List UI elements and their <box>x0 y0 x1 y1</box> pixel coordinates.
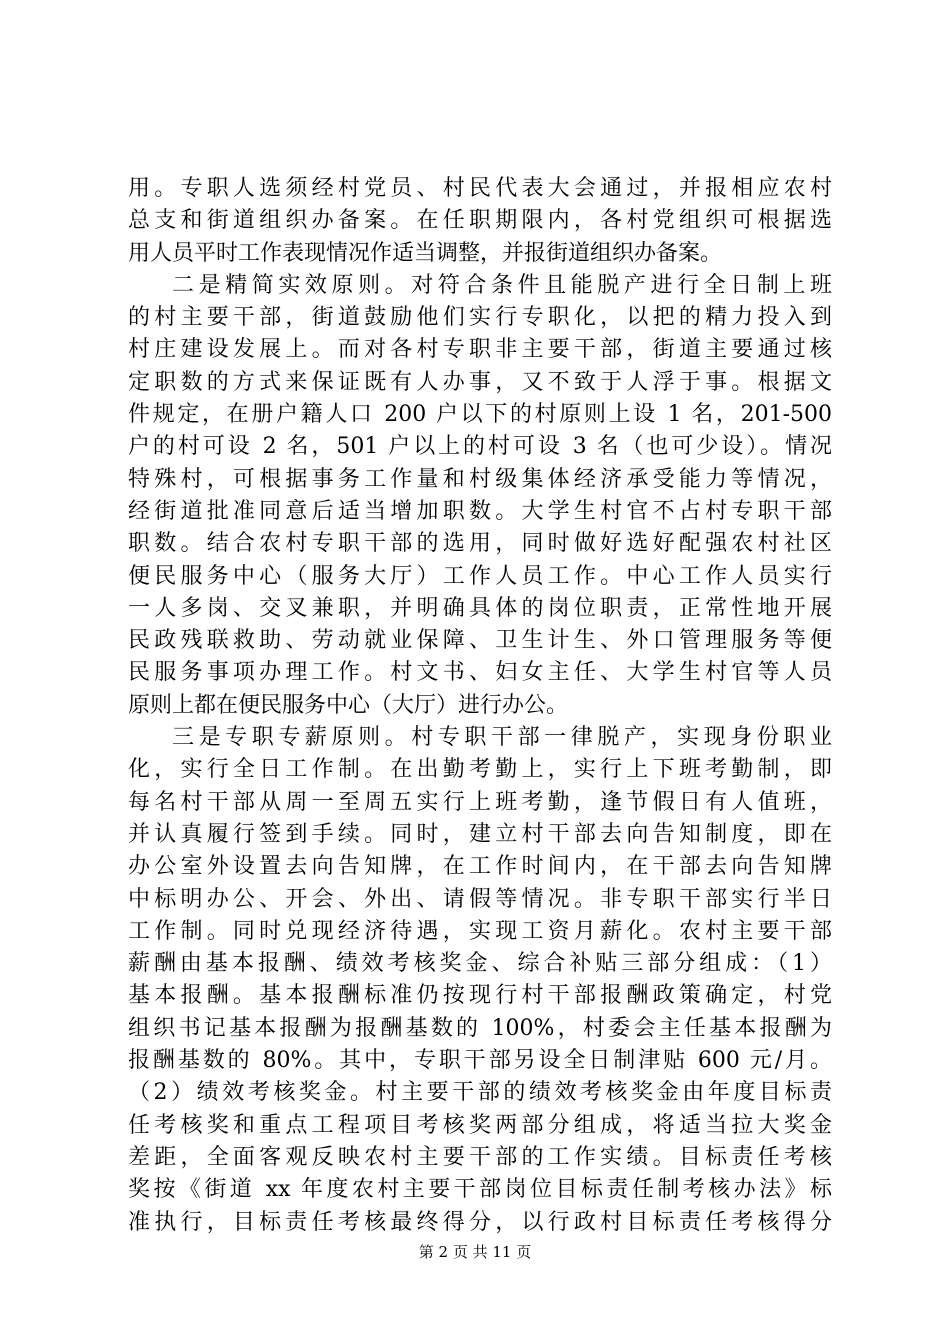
text-line: 总支和街道组织办备案。在任职期限内，各村党组织可根据选 <box>128 208 832 234</box>
text-line: 任考核奖和重点工程项目考核奖两部分组成，将适当拉大奖金 <box>128 1112 832 1138</box>
text-line: 三是专职专薪原则。村专职干部一律脱产，实现身份职业 <box>172 725 832 751</box>
page-number-footer: 第 2 页 共 11 页 <box>418 1243 532 1261</box>
text-line: 工作制。同时兑现经济待遇，实现工资月薪化。农村主要干部 <box>128 918 832 944</box>
text-line: 化，实行全日工作制。在出勤考勤上，实行上下班考勤制，即 <box>128 757 832 783</box>
text-line: 薪酬由基本报酬、绩效考核奖金、综合补贴三部分组成：（1） <box>128 951 832 977</box>
text-line: 用。专职人选须经村党员、村民代表大会通过，并报相应农村 <box>128 176 832 201</box>
text-line: 基本报酬。基本报酬标准仍按现行村干部报酬政策确定，村党 <box>128 983 832 1009</box>
text-line: 村庄建设发展上。而对各村专职非主要干部，街道主要通过核 <box>128 337 832 363</box>
text-line: 经街道批准同意后适当增加职数。大学生村官不占村专职干部 <box>128 498 832 524</box>
document-body <box>128 173 832 1239</box>
text-line: 差距，全面客观反映农村主要干部的工作实绩。目标责任考核 <box>128 1144 832 1170</box>
text-line: 用人员平时工作表现情况作适当调整，并报街道组织办备案。 <box>128 240 723 266</box>
text-line: 二是精简实效原则。对符合条件且能脱产进行全日制上班 <box>172 272 832 298</box>
text-line: 并认真履行签到手续。同时，建立村干部去向告知制度，即在 <box>128 821 832 847</box>
text-line: 职数。结合农村专职干部的选用，同时做好选好配强农村社区 <box>128 531 832 557</box>
text-line: 原则上都在便民服务中心（大厅）进行办公。 <box>128 692 569 718</box>
text-line: 民服务事项办理工作。村文书、妇女主任、大学生村官等人员 <box>128 660 832 686</box>
text-line: 中标明办公、开会、外出、请假等情况。非专职干部实行半日 <box>128 886 832 912</box>
text-line: 便民服务中心（服务大厅）工作人员工作。中心工作人员实行 <box>128 563 832 589</box>
text-line: 准执行，目标责任考核最终得分，以行政村目标责任考核得分 <box>128 1209 832 1235</box>
text-line: 的村主要干部，街道鼓励他们实行专职化，以把的精力投入到 <box>128 305 832 331</box>
text-line: （2）绩效考核奖金。村主要干部的绩效考核奖金由年度目标责 <box>128 1080 832 1106</box>
text-line: 户的村可设 2 名，501 户以上的村可设 3 名（也可少设）。情况 <box>128 434 832 460</box>
text-line: 特殊村，可根据事务工作量和村级集体经济承受能力等情况， <box>128 466 832 492</box>
text-line: 组织书记基本报酬为报酬基数的 100%，村委会主任基本报酬为 <box>128 1015 832 1041</box>
text-line: 奖按《街道 xx 年度农村主要干部岗位目标责任制考核办法》标 <box>128 1177 832 1203</box>
text-line: 每名村干部从周一至周五实行上班考勤，逢节假日有人值班， <box>128 789 832 815</box>
text-line: 一人多岗、交叉兼职，并明确具体的岗位职责，正常性地开展 <box>128 595 832 621</box>
text-line: 办公室外设置去向告知牌，在工作时间内，在干部去向告知牌 <box>128 854 832 880</box>
text-line: 定职数的方式来保证既有人办事，又不致于人浮于事。根据文 <box>128 369 832 395</box>
text-line: 报酬基数的 80%。其中，专职干部另设全日制津贴 600 元/月。 <box>128 1048 832 1074</box>
text-line: 件规定，在册户籍人口 200 户以下的村原则上设 1 名，201-500 <box>128 402 832 428</box>
text-line: 民政残联救助、劳动就业保障、卫生计生、外口管理服务等便 <box>128 628 832 654</box>
